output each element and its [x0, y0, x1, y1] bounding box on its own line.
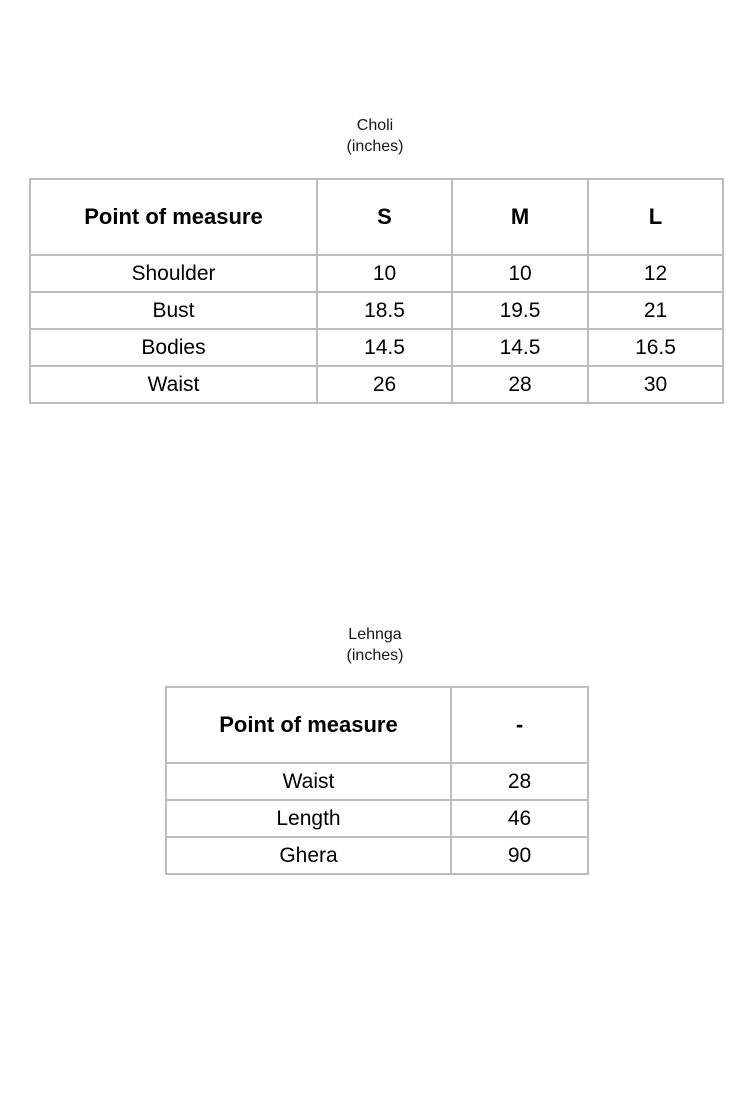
cell-value: 10 — [317, 255, 452, 292]
cell-value: 46 — [451, 800, 588, 837]
cell-value: 90 — [451, 837, 588, 874]
cell-value: 16.5 — [588, 329, 723, 366]
lehnga-header-dash: - — [451, 687, 588, 763]
choli-header-size-l: L — [588, 179, 723, 255]
table-row-shoulder — [30, 255, 723, 292]
choli-subtitle: (inches) — [346, 138, 404, 155]
row-label: Ghera — [166, 837, 451, 874]
cell-value: 30 — [588, 366, 723, 403]
table-row-waist — [166, 763, 588, 800]
table-row-waist — [30, 366, 723, 403]
cell-value: 18.5 — [317, 292, 452, 329]
cell-value: 28 — [452, 366, 588, 403]
cell-value: 10 — [452, 255, 588, 292]
choli-title: Choli — [356, 117, 394, 134]
choli-header-size-m: M — [452, 179, 588, 255]
choli-header-point-of-measure: Point of measure — [30, 179, 317, 255]
table-row-bust — [30, 292, 723, 329]
cell-value: 14.5 — [452, 329, 588, 366]
row-label: Bust — [30, 292, 317, 329]
lehnga-size-table — [165, 686, 589, 875]
choli-header-size-s: S — [317, 179, 452, 255]
row-label: Length — [166, 800, 451, 837]
row-label: Bodies — [30, 329, 317, 366]
lehnga-header-point-of-measure: Point of measure — [166, 687, 451, 763]
row-label: Waist — [166, 763, 451, 800]
table-row-bodies — [30, 329, 723, 366]
row-label: Waist — [30, 366, 317, 403]
choli-size-table — [29, 178, 724, 404]
lehnga-title: Lehnga — [348, 626, 402, 643]
lehnga-header-row — [166, 687, 588, 763]
row-label: Shoulder — [30, 255, 317, 292]
cell-value: 28 — [451, 763, 588, 800]
table-row-ghera — [166, 837, 588, 874]
lehnga-title-block — [0, 624, 750, 666]
cell-value: 14.5 — [317, 329, 452, 366]
choli-header-row — [30, 179, 723, 255]
cell-value: 21 — [588, 292, 723, 329]
lehnga-subtitle: (inches) — [346, 647, 404, 664]
table-row-length — [166, 800, 588, 837]
cell-value: 19.5 — [452, 292, 588, 329]
cell-value: 12 — [588, 255, 723, 292]
choli-title-block — [0, 115, 750, 157]
cell-value: 26 — [317, 366, 452, 403]
